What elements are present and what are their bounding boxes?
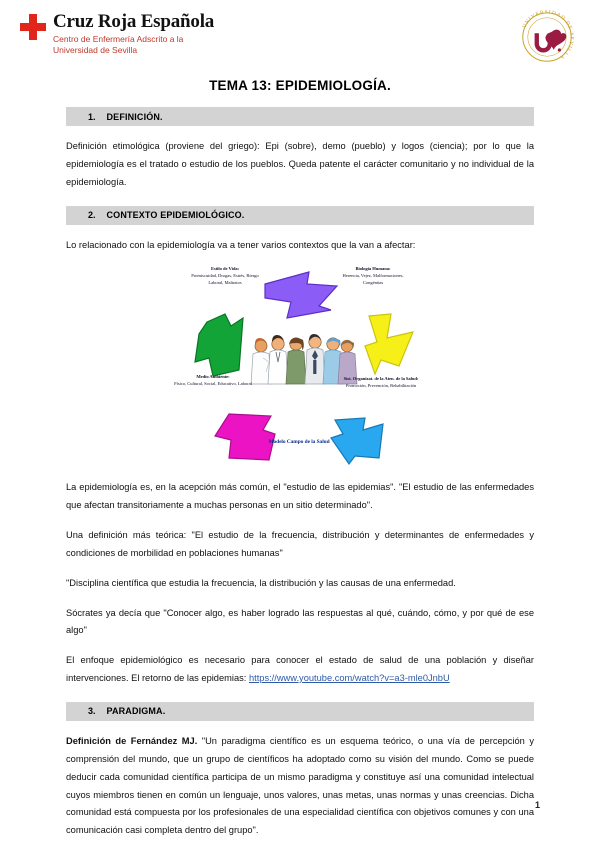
red-cross-icon bbox=[20, 14, 46, 40]
section-heading-definicion bbox=[66, 107, 534, 126]
university-seal-icon bbox=[516, 6, 578, 68]
paragraph-definicion-etimologica: Definición etimológica (proviene del griego): Epi (sobre), demo (pueblo) y logos (ciencia); por lo que la epidemiología es el tratado o estudio de los pueblos. Queda patente el carácter comunitario y no individual de la epidemiología. bbox=[66, 141, 534, 187]
figure-label-modelo-campo-salud: Modelo Campo de la Salud bbox=[268, 439, 330, 446]
arrow-right-yellow bbox=[365, 314, 413, 374]
youtube-video-link[interactable]: https://www.youtube.com/watch?v=a3-mle0JnbU bbox=[248, 673, 450, 684]
paragraph-socrates: Sócrates ya decía que "Conocer algo, es haber logrado las respuestas al qué, cuándo, cómo, y por qué de ese algo" bbox=[66, 607, 534, 636]
page-number: 1 bbox=[534, 800, 540, 810]
organization-subtitle-line2: Universidad de Sevilla bbox=[53, 45, 138, 56]
page-header bbox=[0, 0, 600, 74]
figure-label-sistema-salud: Sist. Organizat. de la Aten. de la Salud: Promoción, Prevención, Rehabilitación bbox=[343, 376, 419, 389]
section-number: 2. bbox=[88, 210, 96, 221]
section-number: 1. bbox=[88, 111, 96, 122]
paragraph-enfoque-text: El enfoque epidemiológico es necesario para conocer el estado de salud de una población y diseñar intervenciones. El retorno de las epidemias: bbox=[66, 655, 534, 684]
section-label: PARADIGMA. bbox=[106, 706, 166, 717]
section-heading-contexto bbox=[66, 206, 534, 225]
paragraph-bold-lead: Definición de Fernández MJ. bbox=[66, 735, 198, 746]
arrow-top-purple bbox=[265, 272, 337, 318]
paragraph-definicion-teorica: Una definición más teórica: "El estudio de la frecuencia, distribución y determinantes de enfermedades y condiciones de morbilidad en poblaciones humanas" bbox=[66, 530, 534, 558]
arrow-upleft-green bbox=[195, 314, 243, 376]
organization-name: Cruz Roja Española bbox=[53, 11, 215, 32]
section-number: 3. bbox=[88, 706, 96, 717]
paragraph-contexto-intro: Lo relacionado con la epidemiología va a tener varios contextos que la van a afectar: bbox=[66, 239, 416, 250]
paragraph-paradigma-text: "Un paradigma científico es un esquema teórico, o una vía de percepción y comprensión del mundo, que un grupo de científicos ha adoptado como su visión del mundo. Como se puede deducir cada comunidad científica participa de un mismo paradigma y constituye así una comunidad intelectual cuyos miembros tienen en común un lenguaje, unos valores, unas metas, unas normas y unas creencias. Dicha comunidad está compuesta por los profesionales de una especialidad científica con objetivos comunes y con una comunicación casi completa dentro del grupo". bbox=[66, 735, 535, 836]
section-heading-paradigma bbox=[66, 702, 534, 721]
figure-label-biologia-humana: Biología Humana: Herencia, Vejez, Malformaciones, Congénitas bbox=[342, 266, 404, 286]
paragraph-disciplina-cientifica: "Disciplina científica que estudia la frecuencia, la distribución y las causas de una enfermedad. bbox=[66, 577, 456, 588]
page-title: TEMA 13: EPIDEMIOLOGÍA. bbox=[209, 78, 391, 93]
figure-label-medio-ambiente: Medio Ambiente: Físico, Cultural, Social, Educativo, Laboral bbox=[174, 374, 252, 387]
paragraph-acepcion-comun: La epidemiología es, en la acepción más común, el "estudio de las epidemias". "El estudio de las enfermedades que afectan transitoriamente a muchas personas en un sitio determinado". bbox=[66, 482, 534, 511]
svg-text:UNIVERSIDAD DE SEVILLA: UNIVERSIDAD DE SEVILLA bbox=[521, 9, 575, 61]
figure-label-estilo-de-vida: Estilo de Vida: Promiscuidad, Drogas, Estrés, Riesgo Laboral, Maltratos bbox=[191, 266, 259, 286]
paragraph-definicion-fernandez bbox=[66, 733, 534, 840]
paragraph-enfoque-epidemiologico bbox=[66, 652, 534, 688]
section-label: DEFINICIÓN. bbox=[106, 111, 163, 122]
section-2-body bbox=[0, 237, 600, 255]
arrow-bottom-blue bbox=[331, 418, 383, 464]
section-label: CONTEXTO EPIDEMIOLÓGICO. bbox=[106, 210, 245, 221]
section-2-body-continued bbox=[0, 479, 600, 688]
cruz-roja-logo bbox=[20, 12, 214, 57]
group-of-healthcare-workers bbox=[251, 334, 357, 408]
section-1-body bbox=[0, 138, 600, 192]
arrow-left-magenta bbox=[215, 414, 275, 460]
organization-subtitle-line1: Centro de Enfermería Adscrito a la bbox=[53, 34, 184, 44]
modelo-campo-de-la-salud-diagram bbox=[169, 262, 431, 467]
section-3-body bbox=[0, 733, 600, 840]
